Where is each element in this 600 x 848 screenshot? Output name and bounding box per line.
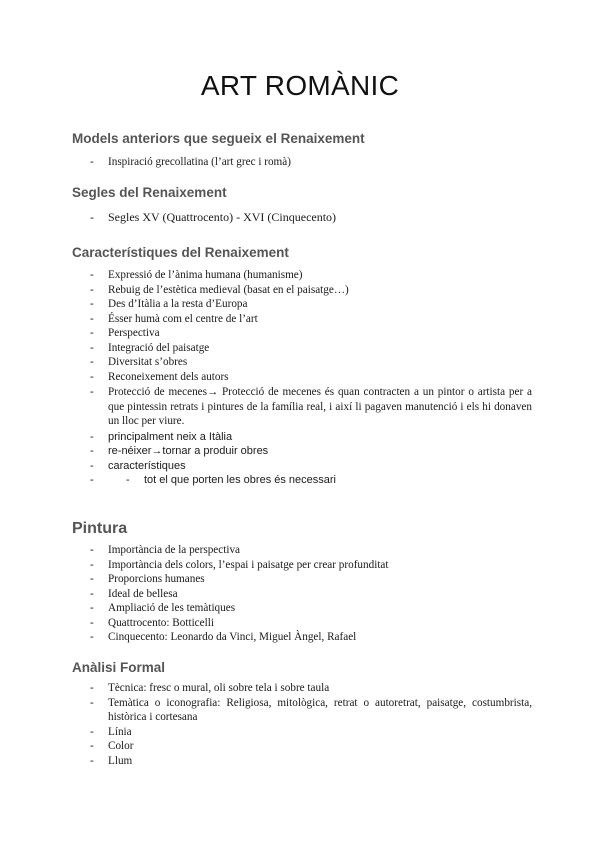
- list-item: - re-néixer→tornar a produir obres: [72, 444, 532, 459]
- list-item: - Perspectiva: [72, 326, 532, 341]
- list-item: - Color: [72, 739, 532, 754]
- list-item: - Quattrocento: Botticelli: [72, 616, 532, 631]
- list-segles: [72, 210, 532, 225]
- list-analisi-formal: [72, 681, 532, 768]
- list-item: - - tot el que porten les obres és necessari: [72, 473, 532, 488]
- list-pintura: [72, 543, 532, 645]
- list-item: - Ampliació de les temàtiques: [72, 601, 532, 616]
- list-item: - Importància de la perspectiva: [72, 543, 532, 558]
- list-item: - Des d’Itàlia a la resta d’Europa: [72, 297, 532, 312]
- list-item: - Ideal de bellesa: [72, 587, 532, 602]
- heading-models: Models anteriors que segueix el Renaixement: [72, 131, 365, 146]
- list-item: - Reconeixement dels autors: [72, 370, 532, 385]
- heading-caracteristiques: Característiques del Renaixement: [72, 245, 289, 260]
- heading-segles: Segles del Renaixement: [72, 185, 227, 200]
- list-item: - Temàtica o iconografia: Religiosa, mitològica, retrat o autoretrat, paisatge, costumbrista, històrica i cortesana: [72, 696, 532, 725]
- list-item: - Línia: [72, 725, 532, 740]
- list-item: - Protecció de mecenes→ Protecció de mecenes és quan contracten a un pintor o artista per a que pintessin retrats i pintures de la família real, i així li pagaven manutenció i els hi donaven un lloc per viure.: [72, 385, 532, 429]
- list-item: - Integració del paisatge: [72, 341, 532, 356]
- list-item: - Llum: [72, 754, 532, 769]
- heading-analisi-formal: Anàlisi Formal: [72, 660, 166, 675]
- sublist-caracteristiques: [72, 473, 532, 488]
- list-item: - característiques: [72, 459, 532, 474]
- list-caracteristiques: [72, 268, 532, 488]
- list-item: - Expressió de l’ànima humana (humanisme): [72, 268, 532, 283]
- list-item: - Proporcions humanes: [72, 572, 532, 587]
- list-models: [72, 155, 532, 170]
- list-item: - principalment neix a Itàlia: [72, 430, 532, 445]
- list-item: - Segles XV (Quattrocento) - XVI (Cinquecento): [72, 210, 532, 225]
- list-item: - Rebuig de l’estètica medieval (basat en el paisatge…): [72, 283, 532, 298]
- list-item: - Diversitat s’obres: [72, 355, 532, 370]
- list-item: - Inspiració grecollatina (l’art grec i romà): [72, 155, 532, 170]
- heading-pintura: Pintura: [72, 520, 128, 537]
- list-item: - Importància dels colors, l’espai i paisatge per crear profunditat: [72, 558, 532, 573]
- page-title: ART ROMÀNIC: [200, 70, 400, 101]
- list-item: - Cinquecento: Leonardo da Vinci, Miguel Àngel, Rafael: [72, 630, 532, 645]
- list-item: - Ésser humà com el centre de l’art: [72, 312, 532, 327]
- list-item: - Tècnica: fresc o mural, oli sobre tela i sobre taula: [72, 681, 532, 696]
